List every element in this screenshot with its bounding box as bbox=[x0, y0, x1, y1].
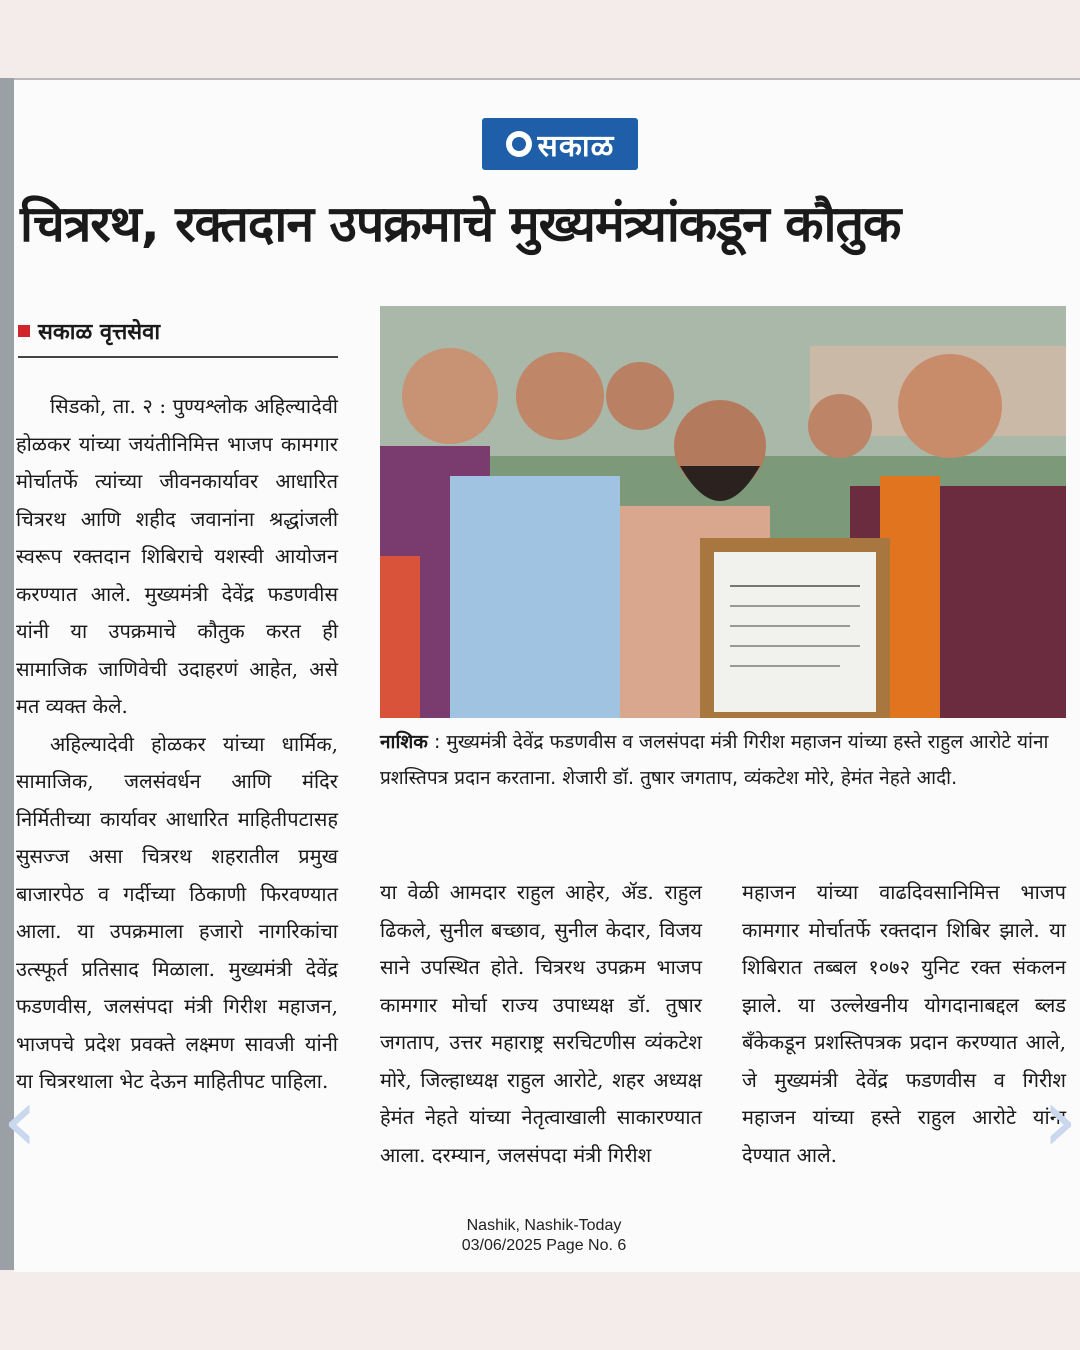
byline-text: सकाळ वृत्तसेवा bbox=[38, 320, 161, 345]
logo-emblem-icon bbox=[506, 131, 532, 157]
article-paragraph-1: सिडको, ता. २ : पुण्यश्लोक अहिल्यादेवी होळकर यांच्या जयंतीनिमित्त भाजप कामगार मोर्चातर्फे त्यांच्या जीवनकार्यावर आधारित चित्ररथ आणि शहीद जवानांना श्रद्धांजली स्वरूप रक्तदान शिबिराचे यशस्वी आयोजन करण्यात आले. मुख्यमंत्री देवेंद्र फडणवीस यांनी या उपक्रमाचे कौतुक करत ही सामाजिक जाणिवेची उदाहरणं आहेत, असे मत व्यक्त केले. bbox=[16, 394, 338, 718]
footer-edition: Nashik, Nashik-Today bbox=[466, 1217, 622, 1234]
headline: चित्ररथ, रक्तदान उपक्रमाचे मुख्यमंत्र्यांकडून कौतुक bbox=[20, 195, 901, 253]
photo-illustration bbox=[380, 306, 1066, 718]
next-arrow-icon[interactable]: › bbox=[1042, 1067, 1078, 1173]
previous-arrow-icon[interactable]: ‹ bbox=[2, 1067, 38, 1173]
caption-place: नाशिक bbox=[380, 731, 428, 753]
byline bbox=[18, 316, 338, 358]
article-paragraph-2: अहिल्यादेवी होळकर यांच्या धार्मिक, सामाजिक, जलसंवर्धन आणि मंदिर निर्मितीच्या कार्यावर आधारित माहितीपटासह सुसज्ज असा चित्ररथ शहरातील प्रमुख बाजारपेठ व गर्दीच्या ठिकाणी फिरवण्यात आला. या उपक्रमाला हजारो नागरिकांचा उत्स्फूर्त प्रतिसाद मिळाला. मुख्यमंत्री देवेंद्र फडणवीस, जलसंपदा मंत्री गिरीश महाजन, भाजपचे प्रदेश प्रवक्ते लक्ष्मण सावजी यांनी या चित्ररथाला भेट देऊन माहितीपट पाहिला. bbox=[16, 731, 338, 1093]
article-column-1 bbox=[16, 388, 338, 1101]
article-paragraph-4: महाजन यांच्या वाढदिवसानिमित्त भाजप कामगार मोर्चातर्फे रक्तदान शिबिर झाले. या शिबिरात तब्बल १०७२ युनिट रक्त संकलन झाले. या उल्लेखनीय योगदानाबद्दल ब्लड बँकेकडून प्रशस्तिपत्रक प्रदान करण्यात आले, जे मुख्यमंत्री देवेंद्र फडणवीस व गिरीश महाजन यांच्या हस्ते राहुल आरोटे यांना देण्यात आले. bbox=[742, 880, 1066, 1167]
article-column-2 bbox=[380, 874, 702, 1174]
article-column-3 bbox=[742, 874, 1066, 1174]
newspaper-logo bbox=[482, 118, 638, 170]
newspaper-clipping bbox=[14, 78, 1080, 1272]
article-paragraph-3: या वेळी आमदार राहुल आहेर, ॲड. राहुल ढिकले, सुनील बच्छाव, सुनील केदार, विजय साने उपस्थित होते. चित्ररथ उपक्रम भाजप कामगार मोर्चा राज्य उपाध्यक्ष डॉ. तुषार जगताप, उत्तर महाराष्ट्र सरचिटणीस व्यंकटेश मोरे, जिल्हाध्यक्ष राहुल आरोटे, शहर अध्यक्ष हेमंत नेहते यांच्या नेतृत्वाखाली साकारण्यात आला. दरम्यान, जलसंपदा मंत्री गिरीश bbox=[380, 880, 702, 1167]
footer-date-page: 03/06/2025 Page No. 6 bbox=[461, 1237, 627, 1254]
caption-text: : मुख्यमंत्री देवेंद्र फडणवीस व जलसंपदा मंत्री गिरीश महाजन यांच्या हस्ते राहुल आरोटे यांना प्रशस्तिपत्र प्रदान करताना. शेजारी डॉ. तुषार जगताप, व्यंकटेश मोरे, हेमंत नेहते आदी. bbox=[380, 731, 1049, 789]
news-photo bbox=[380, 306, 1066, 718]
byline-marker-icon bbox=[18, 325, 30, 337]
photo-caption bbox=[380, 724, 1066, 796]
page-footer bbox=[414, 1216, 674, 1256]
logo-text: सकाळ bbox=[537, 128, 615, 164]
